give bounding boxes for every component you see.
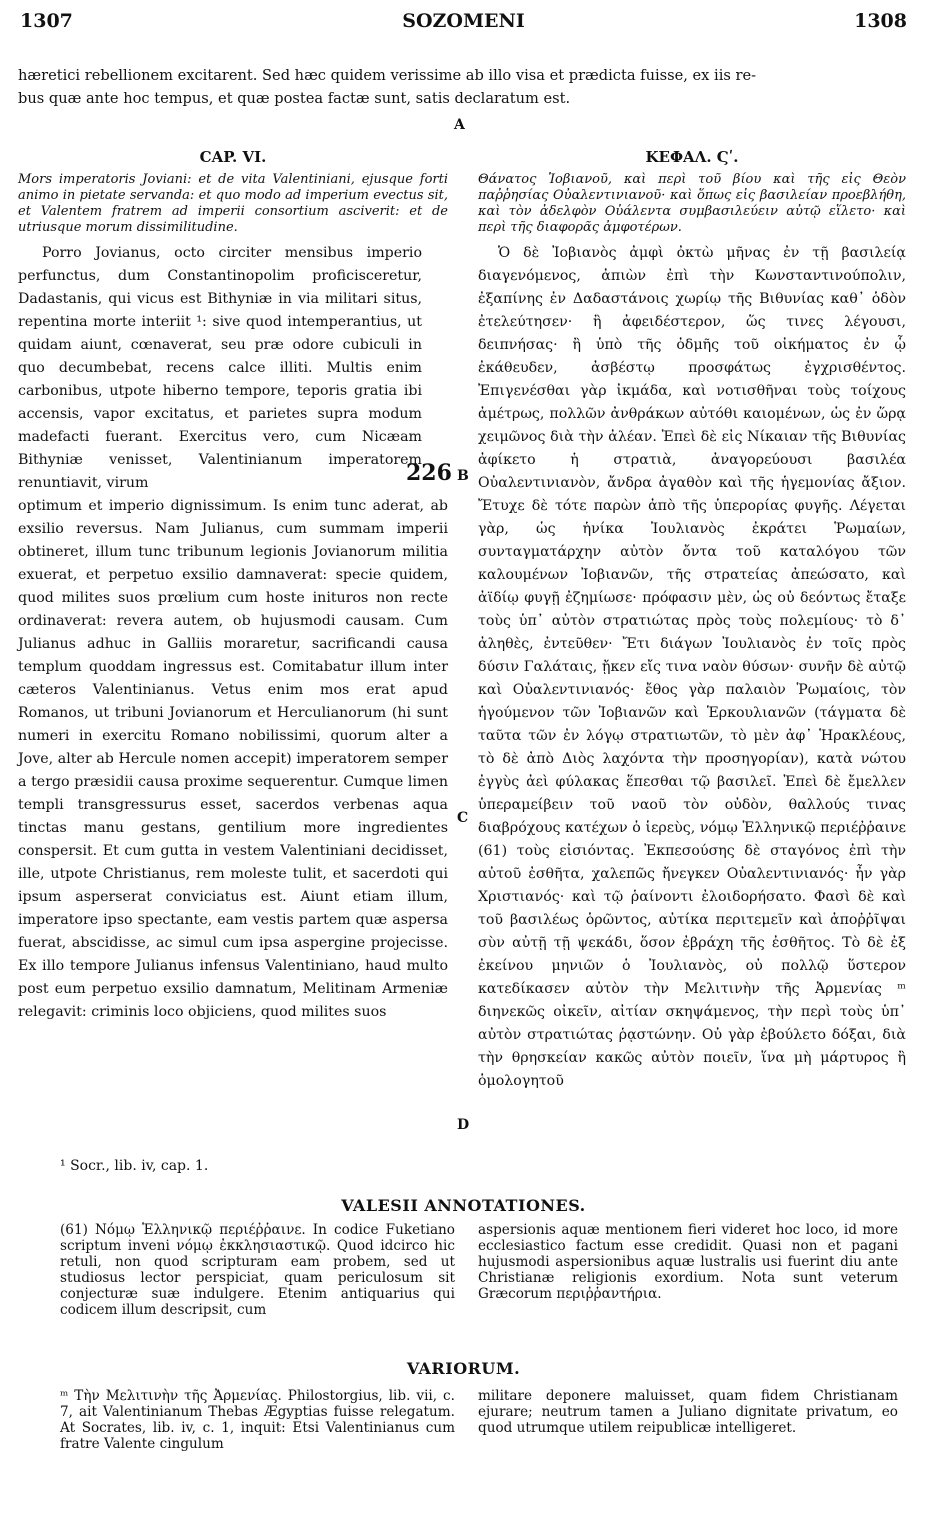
latin-body <box>18 242 448 1024</box>
margin-letter-a: A <box>454 117 465 133</box>
intro-line: bus quæ ante hoc tempus, et quæ postea factæ sunt, satis declaratum est. <box>18 90 571 107</box>
page-number-left: 1307 <box>20 10 73 32</box>
margin-letter-b: B <box>457 468 469 484</box>
greek-paragraph: Ὁ δὲ Ἰοβιανὸς ἀμφὶ ὀκτὼ μῆνας ἐν τῇ βασιλείᾳ διαγενόμενος, ἀπιὼν ἐπὶ τὴν Κωνσταντινούπολιν, ἐξαπίνης ἐν Δαδαστάνοις χωρίῳ τῆς Βιθυνίας καθ᾽ ὁδὸν ἐτελεύτησεν· ἢ ἀφειδέστερον, ὥς τινες λέγουσι, δειπνήσας· ἢ ὑπὸ τῆς ὀδμῆς τοῦ οἰκήματος ἐν ᾧ ἐκάθευδεν, ἀσβέστῳ προσφάτως ἐγχρισθέντος. Ἐπιγενέσθαι γὰρ ἰκμάδα, καὶ νοτισθῆναι τοὺς τοίχους ἀμέτρως, πολλῶν ἀνθράκων αὐτόθι καιομένων, ὡς ἐν ὥρᾳ χειμῶνος διὰ τὴν ἀλέαν. Ἐπεὶ δὲ εἰς Νίκαιαν τῆς Βιθυνίας ἀφίκετο ἡ στρατιὰ, ἀναγορεύουσι βασιλέα Οὐαλεντινιανὸν, ἄνδρα ἀγαθὸν καὶ τῆς ἡγεμονίας ἄξιον. Ἔτυχε δὲ τότε παρὼν ἀπὸ τῆς ὑπερορίας φυγῆς. Λέγεται γὰρ, ὡς ἡνίκα Ἰουλιανὸς ἐκράτει Ῥωμαίων, συνταγματάρχην αὐτὸν ὄντα τοῦ καταλόγου τῶν καλουμένων Ἰοβιανῶν, τῆς στρατείας ἀπεώσατο, καὶ ἀϊδίῳ φυγῇ ἐζημίωσε· πρόφασιν μὲν, ὡς οὐ δεόντως ἔταξε τοὺς ὑπ᾽ αὐτὸν στρατιώτας πρὸς τοὺς πολεμίους· τὸ δ᾽ ἀληθὲς, ἐντεῦθεν· Ἔτι διάγων Ἰουλιανὸς ἐν τοῖς πρὸς δύσιν Γαλάταις, ᾔκεν εἴς τινα ναὸν θύσων· συνῆν δὲ αὐτῷ καὶ Οὐαλεντινιανός· ἔθος γὰρ παλαιὸν Ῥωμαίοις, τὸν ἡγούμενον τῶν Ἰοβιανῶν καὶ Ἑρκουλιανῶν (τάγματα δὲ ταῦτα τῶν ἐν λόγῳ στρατιωτῶν, τὸ μὲν ἀφ᾽ Ἡρακλέους, τὸ δὲ ἀπὸ Διὸς λαχόντα τὴν προσηγορίαν), κατὰ νώτου ἐγγὺς ἀεὶ φύλακας ἕπεσθαι τῷ βασιλεῖ. Ἐπεὶ δὲ ἔμελλεν ὑπεραμείβειν τοῦ ναοῦ τὸν οὐδὸν, θαλλούς τινας διαβρόχους κατέχων ὁ ἱερεὺς, νόμῳ Ἑλληνικῷ περιέῤῥαινε (61) τοὺς εἰσιόντας. Ἐκπεσούσης δὲ σταγόνος ἐπὶ τὴν αὐτοῦ ἐσθῆτα, χαλεπῶς ἤνεγκεν Οὐαλεντινιανός· ἦν γὰρ Χριστιανός· καὶ τῷ ῥαίνοντι ἐλοιδορήσατο. Φασὶ δὲ καὶ τοῦ βασιλέως ὁρῶντος, αὐτίκα περιτεμεῖν καὶ ἀποῤῥῖψαι σὺν αὐτῇ τῇ ψεκάδι, ὅσον ἐβράχη τῆς ἐσθῆτος. Τὸ δὲ ἐξ ἐκείνου μηνιῶν ὁ Ἰουλιανὸς, οὐ πολλῷ ὕστερον κατεδίκασεν αὐτὸν τὴν Μελιτινὴν τῆς Ἀρμενίας ᵐ διηνεκῶς οἰκεῖν, αἰτίαν σκηψάμενος, τὴν περὶ τοὺς ὑπ᾽ αὐτὸν στρατιώτας ῥᾳστώνην. Οὐ γὰρ ἐβούλετο δόξαι, διὰ τὴν θρησκείαν κακῶς αὐτὸν ποιεῖν, ἵνα μὴ μάρτυρος ἢ ὁμολογητοῦ <box>478 245 906 1089</box>
variorum-right-text: militare deponere maluisset, quam fidem Christianam ejurare; neutrum tamen a Juliano dignitate privatum, eo quod utrumque utilem reipublicæ intelligeret. <box>478 1388 898 1436</box>
margin-letter-c: C <box>457 810 469 826</box>
latin-paragraph: Porro Jovianus, octo circiter mensibus imperio perfunctus, dum Constantinopolim proficisceretur, Dadastanis, qui vicus est Bithyniæ in via militari situs, repentina morte interiit ¹: sive quod intemperantius, ut quidam aiunt, cœnaverat, seu præ odore cubiculi in quo decumbebat, recens calce illiti. Multis enim carbonibus, utpote hiberno tempore, teporis gratia ibi accensis, vapor excitatus, et parietes supra modum madefacti fuerant. Exercitus vero, cum Nicæam Bithyniæ venisset, Valentinianum imperatorem renuntiavit, virum <box>18 245 422 491</box>
latin-summary: Mors imperatoris Joviani: et de vita Valentiniani, ejusque forti animo in pietate servanda: et quo modo ad imperium evectus sit, et Valentem fratrem ad imperii consortium asciverit: et de utriusque morum dissimilitudine. <box>18 172 448 235</box>
running-title: SOZOMENI <box>402 10 525 32</box>
footnote: ¹ Socr., lib. iv, cap. 1. <box>60 1158 209 1174</box>
valesii-left-text: (61) Νόμῳ Ἑλληνικῷ περιέῤῥαινε. In codice Fuketiano scriptum inveni νόμῳ ἐκκλησιαστικῷ. Quod idcirco hic retuli, non quod scripturam eam probem, sed ut studiosus lector perspiciat, quam periculosum sit conjecturæ suæ indulgere. Etenim antiquarius qui codicem illum descripsit, cum <box>60 1222 455 1318</box>
column-number: 226 <box>406 460 452 486</box>
latin-column <box>18 146 448 1024</box>
page-number-right: 1308 <box>854 10 907 32</box>
greek-chapter-title: ΚΕΦΑΛ. Ϛʹ. <box>645 148 739 166</box>
latin-chapter-title: CAP. VI. <box>199 148 267 166</box>
greek-summary: Θάνατος Ἰοβιανοῦ, καὶ περὶ τοῦ βίου καὶ τῆς εἰς Θεὸν παῤῥησίας Οὐαλεντινιανοῦ· καὶ ὅπως εἰς βασιλείαν προεβλήθη, καὶ τὸν ἀδελφὸν Οὐάλεντα συμβασιλεύειν αὐτῷ εἵλετο· καὶ περὶ τῆς διαφορᾶς ἀμφοτέρων. <box>478 172 906 235</box>
latin-paragraph: optimum et imperio dignissimum. Is enim tunc aderat, ab exsilio reversus. Nam Julianus, cum summam imperii obtineret, illum tunc tribunum legionis Jovianorum militia exuerat, et perpetuo exsilio damnaverat: specie quidem, quod milites suos prœlium cum hoste inituros non recte ordinaverat: revera autem, ob hujusmodi causam. Cum Julianus adhuc in Galliis moraretur, sacrificandi causa templum quoddam ingressus est. Comitabatur illum inter cæteros Valentinianus. Vetus enim mos erat apud Romanos, ut tribuni Jovianorum et Herculianorum (hi sunt numeri in exercitu Romano nobilissimi, quorum alter a Jove, alter ab Hercule nomen accepit) imperatorem semper a tergo præsidii causa proxime sequerentur. Cumque limen templi transgressurus esset, sacerdos verbenas aqua tinctas manu gestans, gentilium more ingredientes conspersit. Et cum gutta in vestem Valentiniani decidisset, ille, utpote Christianus, rem moleste tulit, et sacerdoti qui ipsum asperserat conviciatus est. Aiunt etiam illum, imperatore ipso spectante, eam vestis partem quæ aspersa fuerat, abscidisse, ac simul cum ipsa aspergine projecisse. Ex illo tempore Julianus infensus Valentiniano, haud multo post eum perpetuo exsilio damnatum, Melitinam Armeniæ relegavit: criminis loco objiciens, quod milites suos <box>18 498 448 1020</box>
greek-column <box>478 146 906 1093</box>
valesii-right-text: aspersionis aquæ mentionem fieri videret hoc loco, id more ecclesiastico factum esse credidit. Quasi non et pagani hujusmodi aspersionibus aquæ lustralis usi fuerint diu ante Christianæ religionis exordium. Nota sunt veterum Græcorum περιῤῥαντήρια. <box>478 1222 898 1302</box>
variorum-left-text: ᵐ Τὴν Μελιτινὴν τῆς Ἀρμενίας. Philostorgius, lib. vii, c. 7, ait Valentinianum Thebas Ægyptias fuisse relegatum. At Socrates, lib. iv, c. 1, inquit: Etsi Valentinianus cum fratre Valente cingulum <box>60 1388 455 1452</box>
page-header <box>20 10 907 36</box>
margin-letter-d: D <box>457 1117 470 1133</box>
greek-body <box>478 242 906 1093</box>
intro-line: hæretici rebellionem excitarent. Sed hæc quidem verissime ab illo visa et prædicta fuisse, ex iis re- <box>18 67 757 84</box>
valesii-title: VALESII ANNOTATIONES. <box>341 1196 586 1215</box>
variorum-title: VARIORUM. <box>406 1359 521 1378</box>
intro-text <box>18 64 908 110</box>
